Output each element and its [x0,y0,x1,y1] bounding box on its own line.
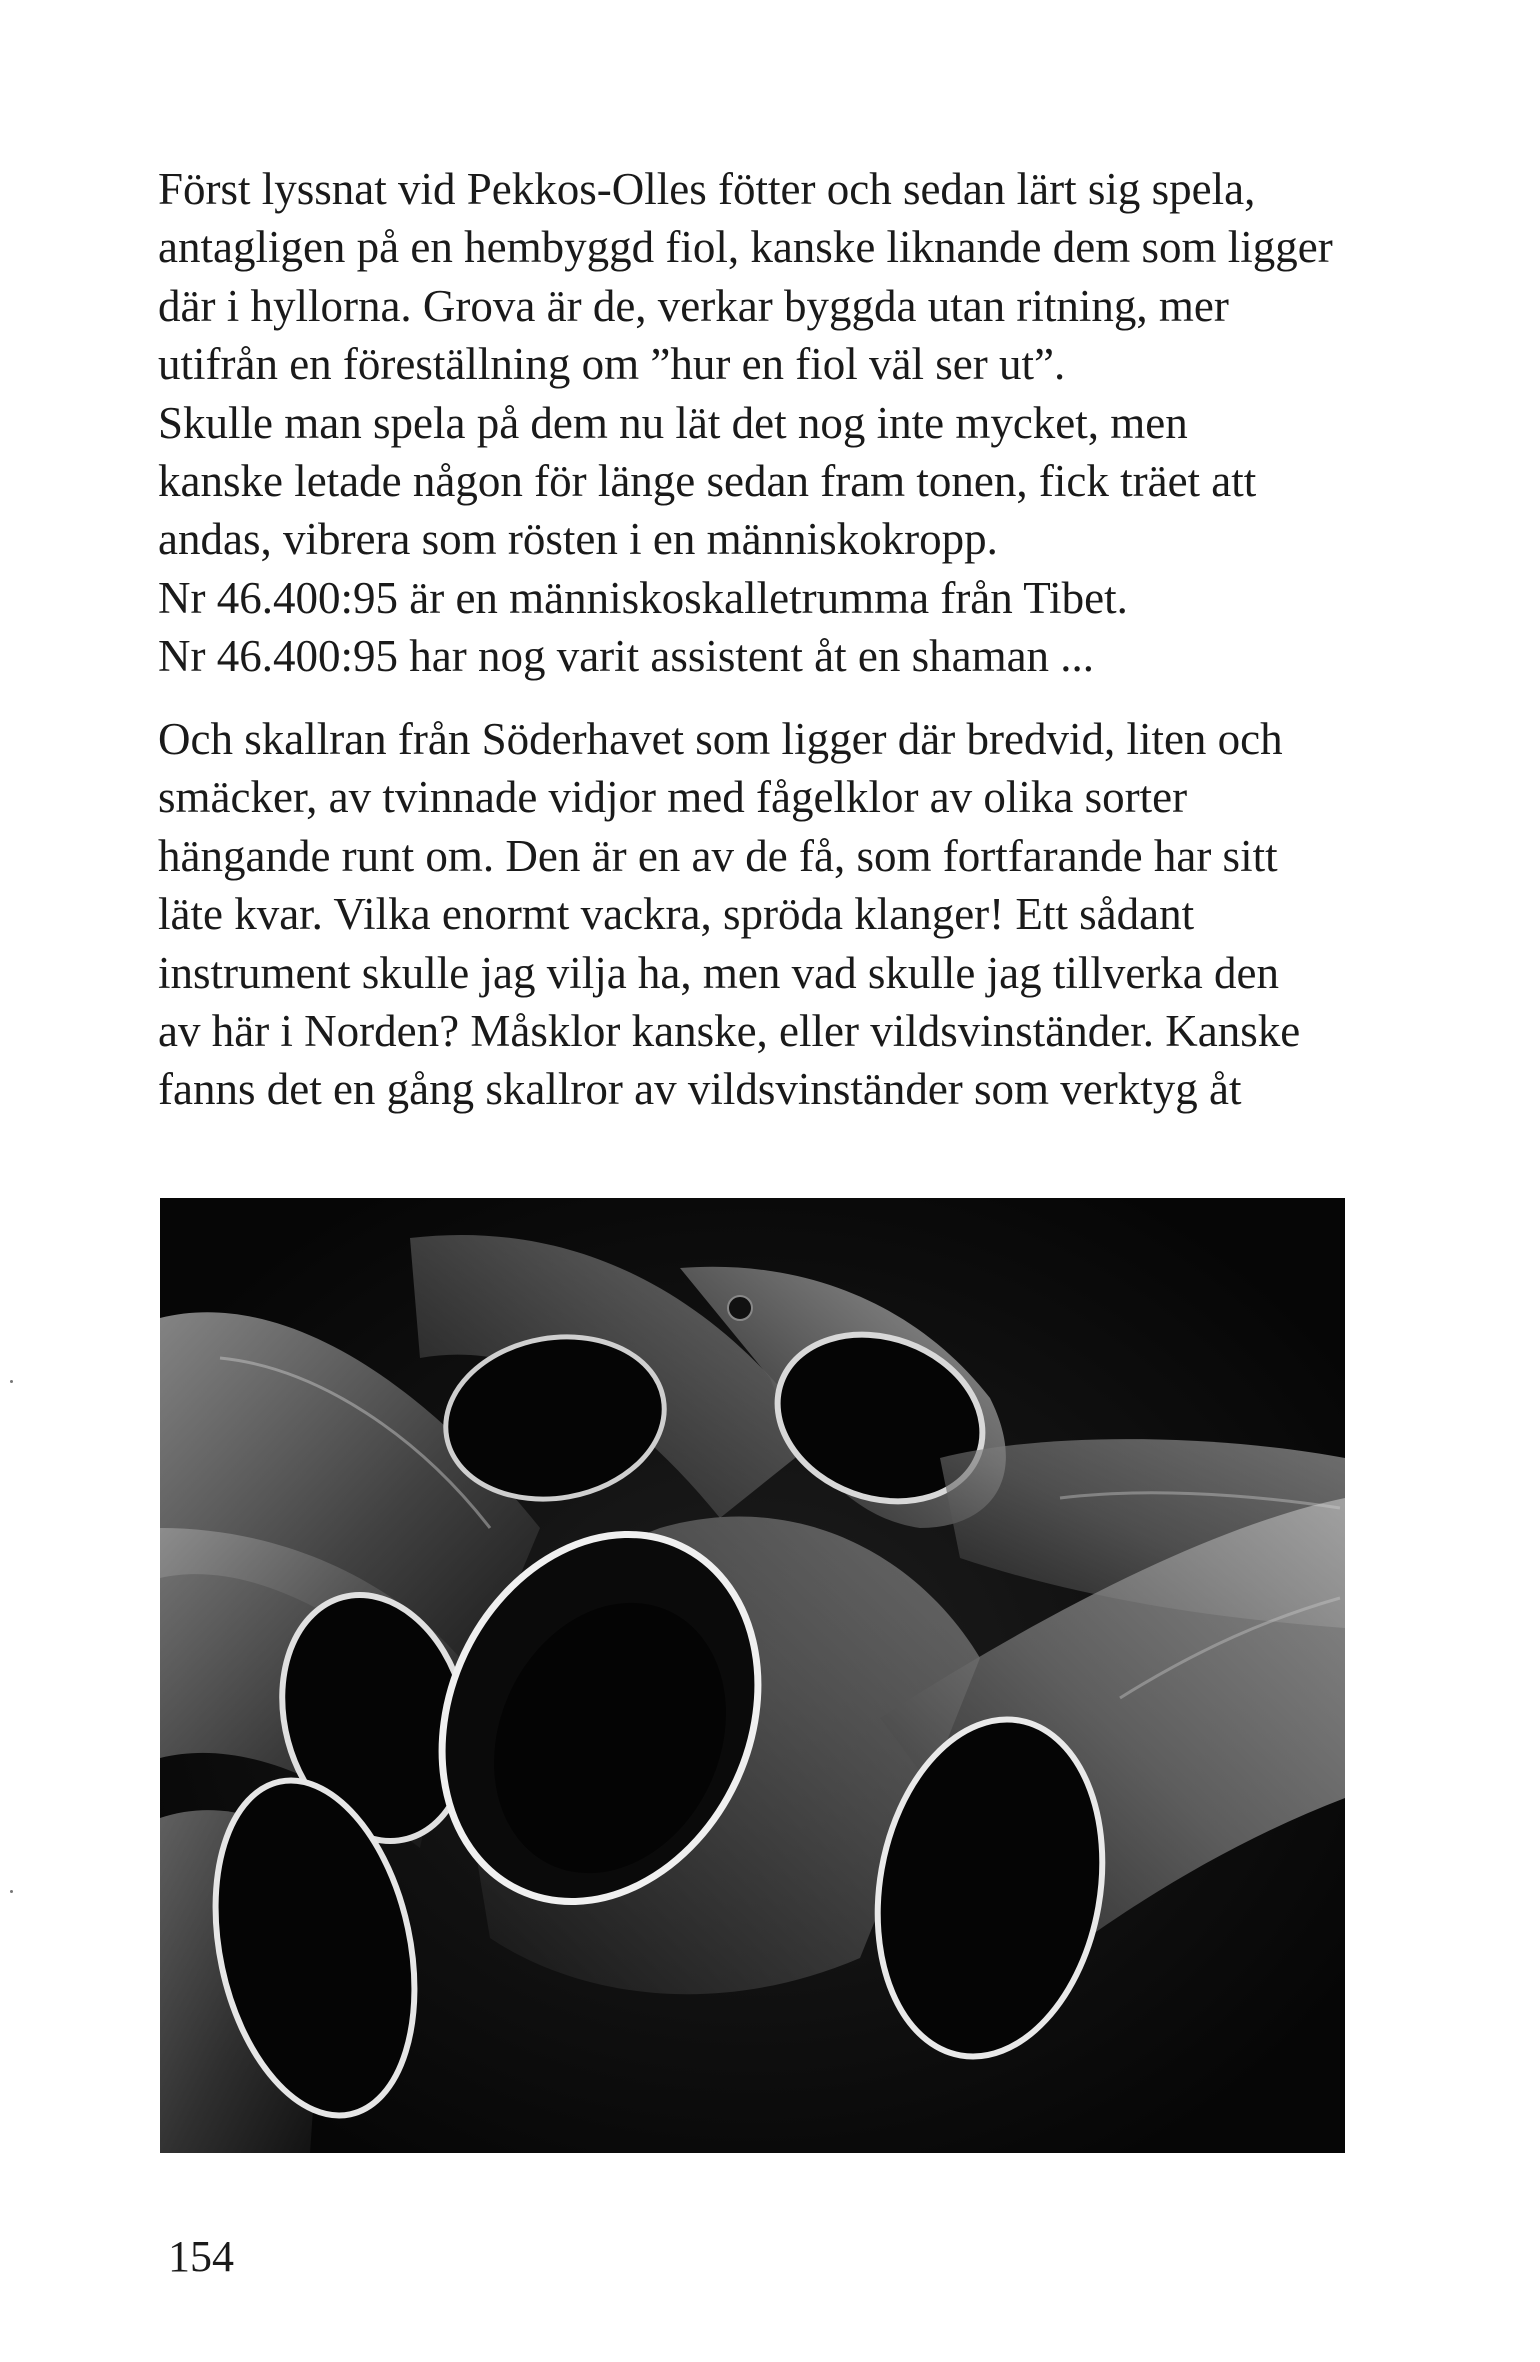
paragraph-2 [158,710,1358,1119]
text-line: fanns det en gång skallror av vildsvinständer som verktyg åt [158,1064,1242,1115]
text-line: av här i Norden? Måsklor kanske, eller vildsvinständer. Kanske [158,1006,1301,1057]
paragraph-1 [158,160,1358,686]
text-line: Nr 46.400:95 är en människoskalletrumma från Tibet. [158,572,1128,623]
text-line: Och skallran från Söderhavet som ligger där bredvid, liten och [158,714,1283,764]
text-line: andas, vibrera som rösten i en människokropp. [158,514,998,565]
text-line: Skulle man spela på dem nu lät det nog inte mycket, men [158,397,1188,448]
text-line: utifrån en föreställning om ”hur en fiol väl ser ut”. [158,339,1066,390]
page-number: 154 [168,2232,234,2281]
photograph-horns [160,1198,1345,2153]
margin-speck [10,1380,13,1383]
text-line: läte kvar. Vilka enormt vackra, spröda klanger! Ett sådant [158,889,1195,940]
text-line: Först lyssnat vid Pekkos-Olles fötter och sedan lärt sig spela, [158,164,1256,214]
text-line: instrument skulle jag vilja ha, men vad skulle jag tillverka den [158,947,1279,998]
text-line: kanske letade någon för länge sedan fram tonen, fick träet att [158,456,1257,507]
text-line: Nr 46.400:95 har nog varit assistent åt en shaman ... [158,631,1095,682]
text-line: hängande runt om. Den är en av de få, som fortfarande har sitt [158,830,1278,881]
margin-speck [10,1890,13,1893]
text-line: smäcker, av tvinnade vidjor med fågelklor av olika sorter [158,772,1188,823]
text-line: där i hyllorna. Grova är de, verkar byggda utan ritning, mer [158,280,1229,331]
text-line: antagligen på en hembyggd fiol, kanske liknande dem som ligger [158,222,1333,273]
